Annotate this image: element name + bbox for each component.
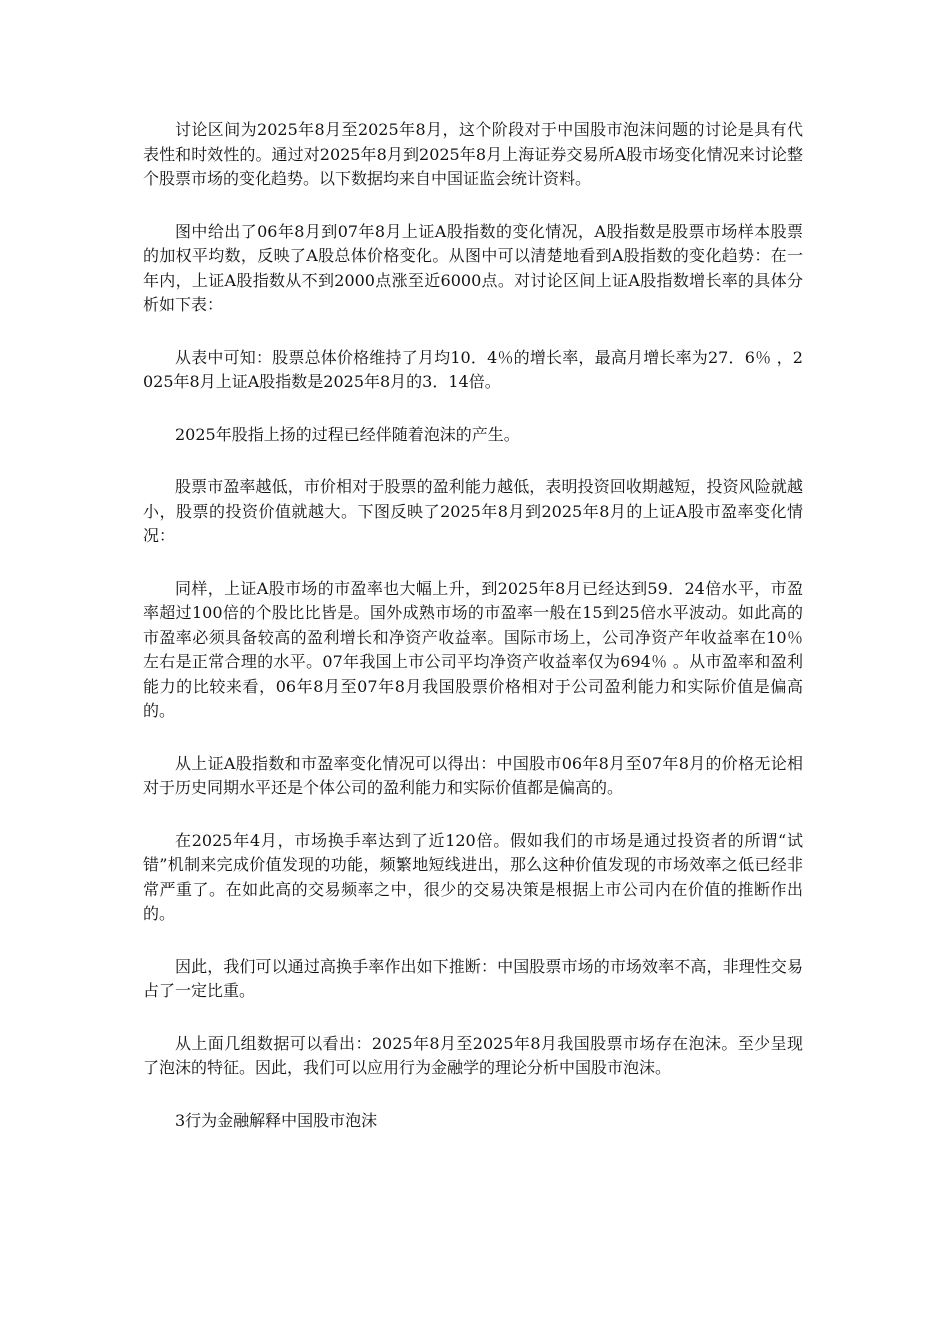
paragraph-discussion-period: 讨论区间为2025年8月至2025年8月，这个阶段对于中国股市泡沫问题的讨论是具有代表性和时效性的。通过对2025年8月到2025年8月上海证券交易所A股市场变化情况来讨论整个股票市场的变化趋势。以下数据均来自中国证监会统计资料。 — [143, 120, 803, 188]
section-heading: 3行为金融解释中国股市泡沫 — [175, 1110, 378, 1130]
paragraph-pe-ratio-intro: 股票市盈率越低，市价相对于股票的盈利能力越低，表明投资回收期越短，投资风险就越小，股票的投资价值就越大。下图反映了2025年8月到2025年8月的上证A股市盈率变化情况： — [143, 477, 803, 545]
paragraph-bubble-emergence: 2025年股指上扬的过程已经伴随着泡沫的产生。 — [175, 424, 520, 444]
paragraph-a-share-index: 图中给出了06年8月到07年8月上证A股指数的变化情况，A股指数是股票市场样本股票的加权平均数，反映了A股总体价格变化。从图中可以清楚地看到A股指数的变化趋势：在一年内，上证A股指数从不到2000点涨至近6000点。对讨论区间上证A股指数增长率的具体分析如下表： — [143, 221, 803, 314]
paragraph-price-conclusion: 从上证A股指数和市盈率变化情况可以得出：中国股市06年8月至07年8月的价格无论相对于历史同期水平还是个体公司的盈利能力和实际价值都是偏高的。 — [143, 753, 803, 797]
paragraph-bubble-conclusion: 从上面几组数据可以看出：2025年8月至2025年8月我国股票市场存在泡沫。至少呈现了泡沫的特征。因此，我们可以应用行为金融学的理论分析中国股市泡沫。 — [143, 1033, 803, 1077]
document-body — [143, 118, 803, 1133]
paragraph-turnover-rate: 在2025年4月，市场换手率达到了近120倍。假如我们的市场是通过投资者的所谓“试错”机制来完成价值发现的功能，频繁地短线进出，那么这种价值发现的市场效率之低已经非常严重了。在如此高的交易频率之中，很少的交易决策是根据上市公司内在价值的推断作出的。 — [143, 830, 803, 923]
paragraph-growth-rate: 从表中可知：股票总体价格维持了月均10．4％的增长率，最高月增长率为27．6％ ，2025年8月上证A股指数是2025年8月的3．14倍。 — [143, 347, 803, 391]
paragraph-market-efficiency: 因此，我们可以通过高换手率作出如下推断：中国股票市场的市场效率不高，非理性交易占了一定比重。 — [143, 956, 803, 1000]
paragraph-pe-ratio-analysis: 同样，上证A股市场的市盈率也大幅上升，到2025年8月已经达到59．24倍水平，市盈率超过100倍的个股比比皆是。国外成熟市场的市盈率一般在15到25倍水平波动。如此高的市盈率必须具备较高的盈利增长和净资产收益率。国际市场上，公司净资产年收益率在10％ 左右是正常合理的水平。07年我国上市公司平均净资产收益率仅为694％ 。从市盈率和盈利能力的比较来看，06年8月至07年8月我国股票价格相对于公司盈利能力和实际价值是偏高的。 — [143, 578, 803, 720]
